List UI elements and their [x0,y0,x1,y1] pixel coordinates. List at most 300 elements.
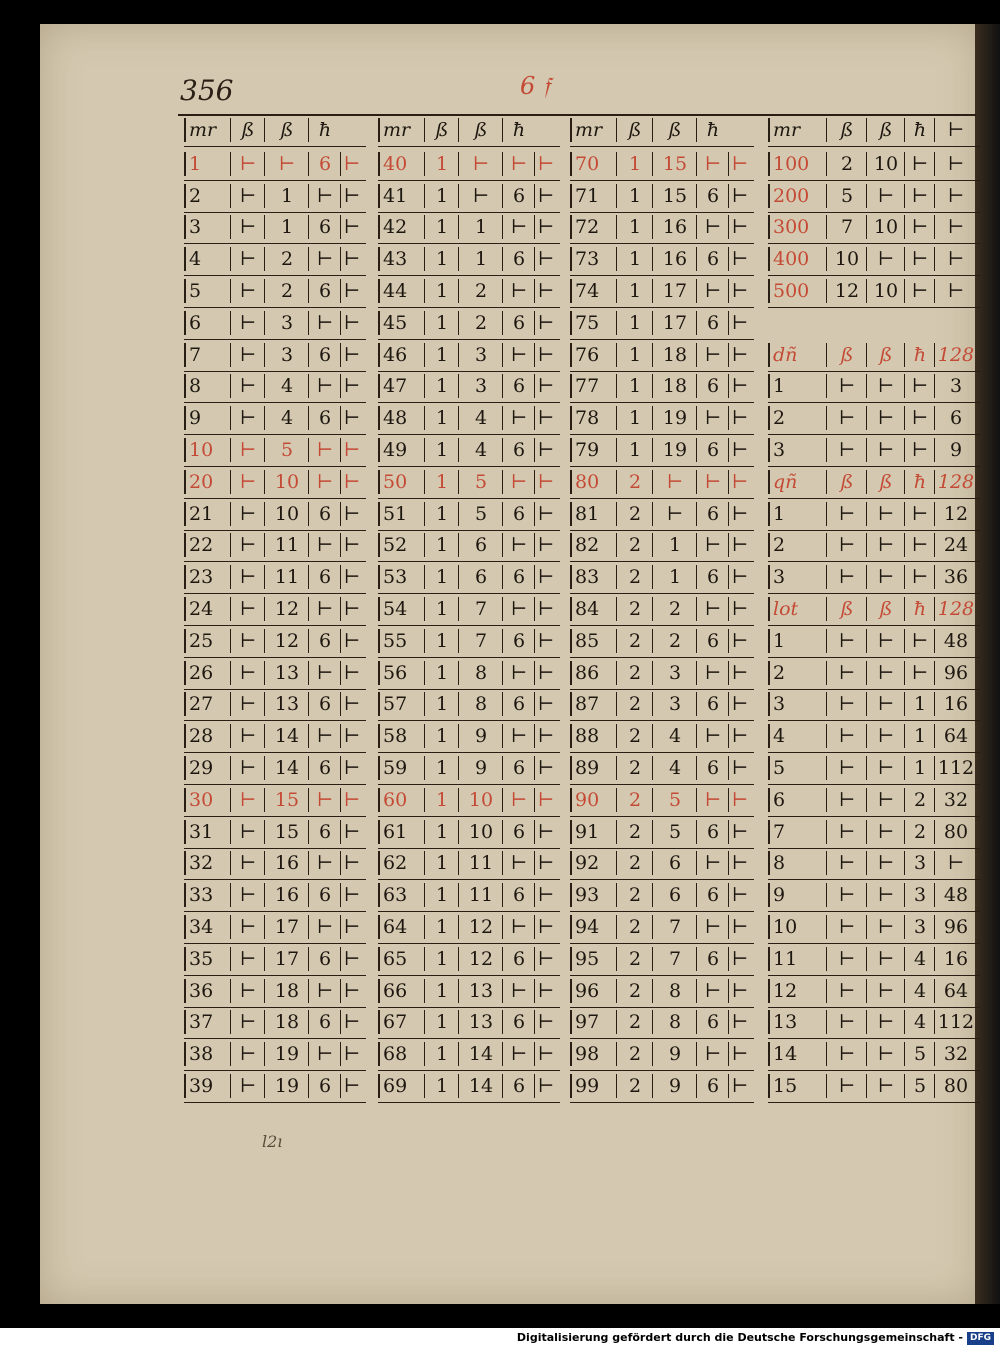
row-label: 55 [383,629,408,652]
table-cell: 6 [502,311,535,335]
table-row [570,374,750,398]
header-cell: ß [652,118,697,142]
table-cell: ⊢ [534,661,557,685]
table-row [184,502,362,526]
table-row [378,692,556,716]
row-label: 3 [773,566,786,589]
table-cell: ⊢ [230,883,265,907]
table-cell: 5 [904,1042,935,1066]
table-cell: 6 [308,343,341,367]
row-label: 38 [189,1043,214,1066]
table-cell: 2 [616,788,653,812]
table-cell: ⊢ [696,215,729,239]
row-label: 78 [575,407,600,430]
table-cell: ⊢ [826,851,867,875]
table-cell: ⊢ [502,1042,535,1066]
row-label: 73 [575,248,600,271]
row-label: 87 [575,693,600,716]
row-label: 3 [189,216,202,239]
table-cell: ⊢ [502,724,535,748]
header-cell: ß [458,118,503,142]
table-cell: 128 [934,343,977,367]
table-cell: 6 [502,438,535,462]
table-cell: ⊢ [904,184,935,208]
row-label: 6 [773,788,786,811]
row-label: 68 [383,1043,408,1066]
table-cell: ⊢ [728,215,751,239]
row-label: 57 [383,693,408,716]
row-label: 9 [773,884,786,907]
table-cell: 17 [264,915,309,939]
table-cell: 10 [264,470,309,494]
table-cell: ⊢ [904,565,935,589]
table-cell: ⊢ [728,152,751,176]
table-row [184,374,362,398]
row-label: 70 [575,152,600,175]
table-cell: ⊢ [904,406,935,430]
table-cell: 7 [458,597,503,621]
table-cell: 12 [458,947,503,971]
row-label: 2 [773,534,786,557]
table-cell: ⊢ [230,1042,265,1066]
row-label: 83 [575,566,600,589]
table-cell: 13 [264,692,309,716]
table-cell: 5 [652,820,697,844]
row-label: 44 [383,280,408,302]
table-cell: ⊢ [728,438,751,462]
table-row [184,1074,362,1098]
table-cell: ß [866,343,905,367]
table-row [570,565,750,589]
table-cell: ⊢ [866,438,905,462]
table-row [378,565,556,589]
table-cell: ⊢ [230,215,265,239]
table-cell: ⊢ [728,1042,751,1066]
table-row [570,883,750,907]
table-cell: 4 [904,1010,935,1034]
row-label: 59 [383,757,408,779]
table-cell: 24 [934,533,977,557]
table-cell: ⊢ [340,247,363,271]
table-cell: ⊢ [728,756,751,780]
row-label: 58 [383,725,408,748]
row-label: 4 [773,725,786,748]
row-label: 200 [773,184,810,207]
table-cell: 10 [866,279,905,303]
table-cell: ß [826,343,867,367]
table-cell: ⊢ [230,724,265,748]
table-row [378,915,556,939]
table-cell: ⊢ [534,629,557,653]
table-cell: 16 [264,851,309,875]
table-cell: 6 [696,756,729,780]
header-cell: mr [575,119,603,141]
table-cell: ⊢ [534,502,557,526]
table-cell: 1 [424,915,459,939]
table-cell: ⊢ [458,152,503,176]
row-label: 63 [383,884,408,907]
table-cell: ⊢ [502,470,535,494]
table-cell: 1 [264,215,309,239]
table-cell: ⊢ [230,947,265,971]
table-cell: ⊢ [866,724,905,748]
row-label: 1 [773,629,786,652]
table-cell: ⊢ [534,565,557,589]
table-cell: ⊢ [866,502,905,526]
table-cell: ⊢ [826,788,867,812]
table-cell: ⊢ [728,883,751,907]
row-label: 66 [383,979,408,1002]
row-label: qñ [773,470,798,493]
table-cell: 2 [616,629,653,653]
table-cell: ⊢ [904,247,935,271]
table-cell: ⊢ [230,1074,265,1098]
table-cell: 1 [424,565,459,589]
table-row [184,820,362,844]
row-label: 65 [383,947,408,970]
table-cell: ⊢ [728,979,751,1003]
header-cell: ħ [904,118,935,142]
table-cell: 12 [934,502,977,526]
table-cell: 10 [866,215,905,239]
table-row [378,756,556,780]
table-cell: ⊢ [340,947,363,971]
table-cell: ⊢ [534,374,557,398]
table-cell: ⊢ [340,311,363,335]
table-cell: 1 [424,533,459,557]
table-cell: ⊢ [340,820,363,844]
table-cell: ⊢ [826,1010,867,1034]
table-cell: 11 [458,851,503,875]
table-cell: 2 [264,279,309,303]
table-cell: ⊢ [230,597,265,621]
table-cell: 6 [696,247,729,271]
table-cell: 18 [652,374,697,398]
table-cell: 4 [652,724,697,748]
row-label: 10 [189,439,214,461]
row-label: 34 [189,916,214,938]
table-cell: 6 [934,406,977,430]
table-cell: ⊢ [826,692,867,716]
table-cell: 6 [308,279,341,303]
table-row [378,1042,556,1066]
table-cell: ⊢ [728,724,751,748]
table-cell: 15 [652,184,697,208]
row-label: 4 [189,248,202,271]
table-row [184,533,362,557]
table-cell: ⊢ [826,438,867,462]
table-cell: 1 [424,629,459,653]
footer-bar [0,1328,1000,1348]
table-row [184,915,362,939]
table-cell: ⊢ [308,247,341,271]
table-row [378,502,556,526]
table-cell: ⊢ [728,565,751,589]
row-label: 79 [575,439,600,461]
table-cell: 1 [652,565,697,589]
row-label: 26 [189,661,214,684]
table-row [184,851,362,875]
table-cell: ⊢ [866,756,905,780]
table-cell: ⊢ [728,1074,751,1098]
table-cell: 6 [696,1010,729,1034]
table-row [570,979,750,1003]
table-cell: ⊢ [534,1074,557,1098]
row-label: 49 [383,439,408,461]
table-cell: ⊢ [340,343,363,367]
row-label: 97 [575,1011,600,1034]
table-row [768,1010,976,1034]
row-label: 35 [189,947,214,970]
table-cell: 4 [904,979,935,1003]
table-cell: 1 [904,756,935,780]
table-row [378,947,556,971]
row-label: 500 [773,280,810,302]
table-cell: ⊢ [340,374,363,398]
table-cell: 6 [308,756,341,780]
table-cell: 1 [424,1010,459,1034]
table-cell: 6 [502,820,535,844]
table-cell: 96 [934,915,977,939]
table-cell: ⊢ [340,915,363,939]
table-cell: 1 [424,374,459,398]
table-cell: ⊢ [458,184,503,208]
row-label: 99 [575,1075,600,1097]
table-cell: 18 [264,979,309,1003]
table-cell: ⊢ [534,724,557,748]
table-cell: ⊢ [904,152,935,176]
table-row [570,184,750,208]
table-cell: ⊢ [534,820,557,844]
table-cell: 3 [904,915,935,939]
table-cell: 1 [424,184,459,208]
table-cell: ⊢ [534,979,557,1003]
table-cell: ⊢ [230,756,265,780]
table-cell: 15 [264,820,309,844]
table-cell: ⊢ [934,184,977,208]
table-cell: 1 [652,533,697,557]
table-cell: 11 [264,565,309,589]
table-cell: ⊢ [826,661,867,685]
table-cell: 1 [616,215,653,239]
table-cell: 2 [616,470,653,494]
header-cell: ħ [502,118,535,142]
table-cell: ⊢ [502,979,535,1003]
table-cell: 14 [264,724,309,748]
table-cell: 10 [866,152,905,176]
table-cell: 10 [458,788,503,812]
table-cell: 1 [424,152,459,176]
row-label: 77 [575,375,600,398]
table-row [184,788,362,812]
table-cell: ⊢ [534,1042,557,1066]
table-cell: 4 [458,406,503,430]
table-cell: 6 [502,184,535,208]
table-row [768,692,976,716]
section-header-row [768,343,976,367]
table-cell: ⊢ [340,979,363,1003]
table-header [378,118,556,142]
row-label: 36 [189,979,214,1002]
table-cell: ⊢ [230,311,265,335]
table-cell: ⊢ [866,915,905,939]
row-label: 53 [383,566,408,589]
table-cell: 36 [934,565,977,589]
table-row [768,1074,976,1098]
table-cell: ħ [904,470,935,494]
table-cell: 128 [934,470,977,494]
table-cell: ⊢ [230,279,265,303]
table-row [570,406,750,430]
table-cell: ⊢ [502,533,535,557]
table-cell: 112 [934,1010,977,1034]
row-label: 82 [575,534,600,557]
table-cell: 1 [616,311,653,335]
table-row [570,502,750,526]
table-cell: ⊢ [534,851,557,875]
row-label: 50 [383,470,408,493]
table-cell: 6 [502,629,535,653]
table-cell: ⊢ [502,597,535,621]
table-cell: ⊢ [502,788,535,812]
table-cell: ⊢ [308,470,341,494]
table-cell: 80 [934,1074,977,1098]
table-row [768,788,976,812]
table-row [378,851,556,875]
row-label: 96 [575,979,600,1002]
table-cell: ⊢ [534,883,557,907]
table-cell: 1 [424,343,459,367]
table-cell: 1 [458,215,503,239]
table-cell: ⊢ [230,343,265,367]
row-label: 3 [773,693,786,716]
row-label: 23 [189,566,214,589]
header-rule [178,114,976,116]
table-cell: 6 [502,502,535,526]
row-label: 24 [189,598,214,620]
row-label: 39 [189,1075,214,1097]
table-row [768,1042,976,1066]
table-row [378,374,556,398]
table-cell: 2 [616,947,653,971]
table-cell: 6 [458,565,503,589]
table-cell: 6 [502,1010,535,1034]
row-label: 33 [189,884,214,907]
table-cell: ⊢ [230,438,265,462]
table-cell: ⊢ [534,406,557,430]
table-cell: 7 [652,947,697,971]
table-cell: 1 [616,152,653,176]
table-cell: 1 [424,438,459,462]
header-cell: ß [230,118,265,142]
table-cell: ⊢ [866,947,905,971]
table-cell: 2 [616,979,653,1003]
table-cell: ⊢ [934,851,977,875]
table-row [570,1042,750,1066]
table-row [378,152,556,176]
table-row [570,152,750,176]
table-row [184,661,362,685]
table-cell: ⊢ [230,692,265,716]
table-row [768,883,976,907]
row-label: 1 [189,152,202,175]
table-cell: 2 [616,883,653,907]
table-cell: ⊢ [826,915,867,939]
table-cell: ⊢ [502,343,535,367]
table-cell: ⊢ [502,152,535,176]
row-label: lot [773,598,799,620]
table-cell: 6 [502,756,535,780]
table-cell: ⊢ [652,502,697,526]
table-row [378,597,556,621]
table-row [768,629,976,653]
table-cell: 2 [616,502,653,526]
row-label: 89 [575,757,600,779]
table-cell: ⊢ [534,343,557,367]
table-cell: ⊢ [230,470,265,494]
row-label: 52 [383,534,408,557]
table-cell: 64 [934,724,977,748]
table-cell: 6 [502,565,535,589]
table-cell: 7 [458,629,503,653]
table-cell: 6 [502,947,535,971]
row-label: 11 [773,947,798,970]
table-row [184,597,362,621]
table-cell: 12 [458,915,503,939]
table-cell: 10 [264,502,309,526]
table-cell: 16 [264,883,309,907]
table-row [768,915,976,939]
table-cell: 6 [696,820,729,844]
table-cell: 3 [652,692,697,716]
table-row [570,661,750,685]
table-cell: ⊢ [230,533,265,557]
table-cell: 4 [904,947,935,971]
table-row [184,629,362,653]
table-row [570,724,750,748]
table-cell: ⊢ [230,979,265,1003]
table-cell: 3 [458,343,503,367]
row-label: 20 [189,470,214,493]
row-label: 10 [773,916,798,938]
table-cell: 11 [264,533,309,557]
table-cell: 19 [264,1074,309,1098]
table-cell: 96 [934,661,977,685]
table-cell: ⊢ [696,979,729,1003]
table-cell: ⊢ [866,788,905,812]
table-cell: ⊢ [230,661,265,685]
table-cell: ⊢ [826,947,867,971]
row-label: 92 [575,852,600,875]
table-cell: ⊢ [904,629,935,653]
table-cell: ⊢ [340,597,363,621]
table-cell: ⊢ [534,788,557,812]
row-label: 32 [189,852,214,875]
table-cell: ⊢ [534,279,557,303]
table-cell: 1 [424,502,459,526]
table-cell: ⊢ [866,1042,905,1066]
table-cell: ⊢ [340,279,363,303]
table-row [378,406,556,430]
row-label: 12 [773,979,798,1002]
table-row [768,374,976,398]
row-label: 85 [575,629,600,652]
table-cell: ⊢ [264,152,309,176]
table-row [768,406,976,430]
row-label: 13 [773,1011,798,1034]
table-cell: ⊢ [502,279,535,303]
table-cell: 7 [826,215,867,239]
